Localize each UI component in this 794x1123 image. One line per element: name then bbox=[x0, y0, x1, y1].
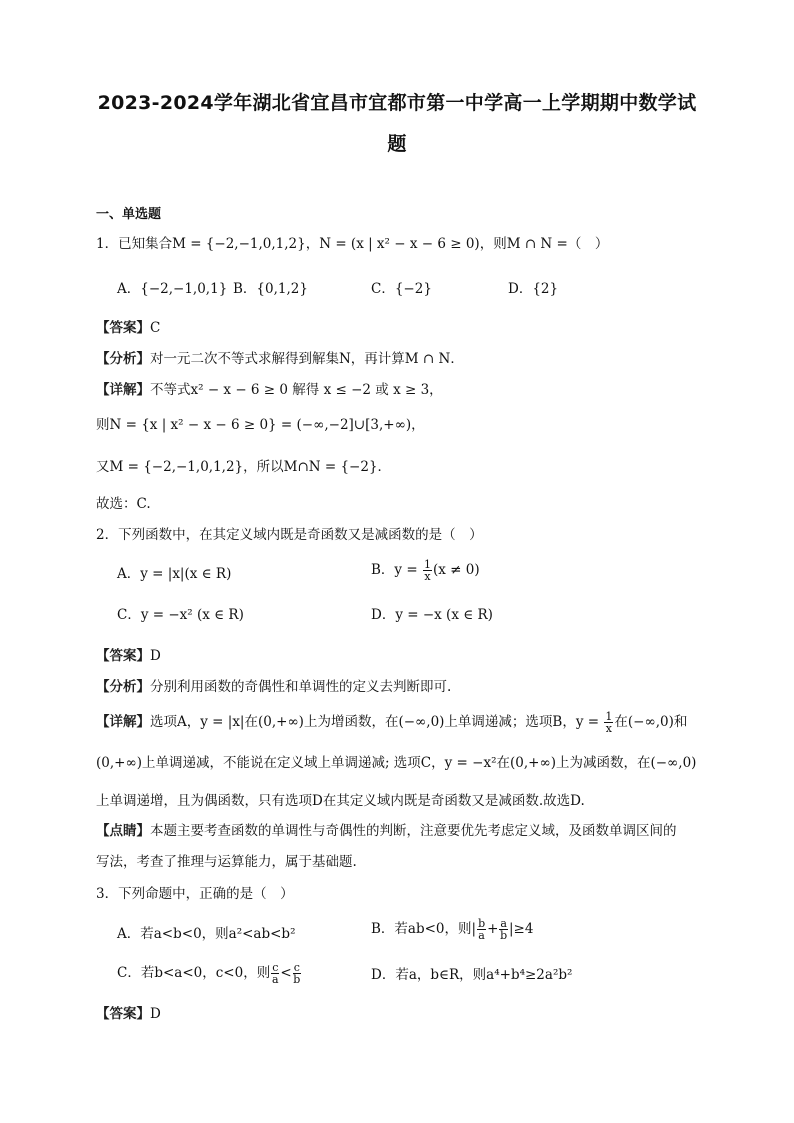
q3-option-c bbox=[117, 962, 302, 985]
fraction-denominator: a bbox=[272, 973, 279, 986]
fraction bbox=[499, 918, 508, 941]
q1-stem: 1．已知集合M = {−2,−1,0,1,2}，N = (x | x² − x − 6 ≥ 0)，则M ∩ N =（ ） bbox=[96, 236, 609, 252]
q3-answer bbox=[96, 1005, 161, 1023]
q2-detail-1 bbox=[96, 711, 687, 734]
fraction-numerator: a bbox=[500, 917, 507, 930]
fraction-numerator: c bbox=[293, 961, 300, 974]
q3-option-c-prefix: C．若b<a<0，c<0，则 bbox=[117, 965, 271, 981]
section-heading: 一、单选题 bbox=[96, 207, 162, 222]
fraction-denominator: x bbox=[424, 570, 431, 583]
answer-tag: 【答案】 bbox=[96, 320, 150, 336]
q1-option-b: B．{0,1,2} bbox=[233, 281, 308, 297]
q3-option-a: A．若a<b<0，则a²<ab<b² bbox=[117, 926, 296, 942]
plus-sign: + bbox=[487, 921, 499, 937]
q2-comment-1 bbox=[96, 822, 677, 840]
q2-comment-2: 写法，考查了推理与运算能力，属于基础题. bbox=[96, 854, 357, 870]
q2-stem: 2．下列函数中，在其定义域内既是奇函数又是减函数的是（ ） bbox=[96, 527, 483, 543]
fraction bbox=[293, 962, 301, 985]
detail-tag: 【详解】 bbox=[96, 714, 150, 730]
q2-detail-3: 上单调递增，且为偶函数，只有选项D在其定义域内既是奇函数又是减函数.故选D. bbox=[96, 793, 585, 809]
fraction bbox=[423, 559, 432, 582]
detail-text-pre: 选项A，y = |x|在(0,+∞)上为增函数，在(−∞,0)上单调递减；选项B，y = bbox=[150, 714, 604, 730]
q2-answer bbox=[96, 647, 161, 665]
q1-option-c: C．{−2} bbox=[371, 281, 432, 297]
answer-tag: 【答案】 bbox=[96, 648, 150, 664]
fraction-denominator: b bbox=[500, 929, 508, 942]
q2-option-b bbox=[371, 559, 480, 582]
fraction-numerator: b bbox=[478, 917, 486, 930]
fraction-numerator: 1 bbox=[423, 558, 431, 571]
q1-detail-1 bbox=[96, 381, 443, 399]
q2-detail-2: (0,+∞)上单调递减，不能说在定义域上单调递减; 选项C，y = −x²在(0,+∞)上为减函数，在(−∞,0) bbox=[96, 755, 697, 771]
q2-analysis bbox=[96, 678, 451, 696]
q1-option-a: A．{−2,−1,0,1} bbox=[117, 281, 228, 297]
fraction bbox=[604, 711, 613, 734]
detail-tag: 【详解】 bbox=[96, 382, 150, 398]
q3-option-d: D．若a，b∈R，则a⁴+b⁴≥2a²b² bbox=[371, 967, 573, 983]
q1-detail-2: 则N = {x | x² − x − 6 ≥ 0} = (−∞,−2]∪[3,+∞)， bbox=[96, 417, 425, 433]
q1-detail-3: 又M = {−2,−1,0,1,2}，所以M∩N = {−2}． bbox=[96, 459, 392, 475]
fraction-denominator: x bbox=[605, 722, 612, 735]
q2-option-c: C．y = −x² (x ∈ R) bbox=[117, 607, 244, 623]
answer-value: D bbox=[150, 1006, 161, 1022]
analysis-text: 对一元二次不等式求解得到解集N，再计算M ∩ N． bbox=[150, 351, 464, 367]
comment-tag: 【点睛】 bbox=[96, 823, 150, 839]
q1-answer bbox=[96, 319, 160, 337]
q3-option-b bbox=[371, 918, 533, 941]
q1-option-d: D．{2} bbox=[508, 281, 559, 297]
analysis-tag: 【分析】 bbox=[96, 351, 150, 367]
q2-option-b-prefix: B．y = bbox=[371, 562, 422, 578]
detail-text-post: 在(−∞,0)和 bbox=[614, 714, 688, 730]
q2-option-b-suffix: (x ≠ 0) bbox=[432, 562, 480, 578]
detail-text: 不等式x² − x − 6 ≥ 0 解得 x ≤ −2 或 x ≥ 3， bbox=[150, 382, 443, 398]
q3-stem: 3．下列命题中，正确的是（ ） bbox=[96, 886, 294, 902]
comment-text: 本题主要考查函数的单调性与奇偶性的判断，注意要优先考虑定义域，及函数单调区间的 bbox=[150, 823, 677, 839]
analysis-text: 分别利用函数的奇偶性和单调性的定义去判断即可. bbox=[150, 679, 452, 695]
q1-conclusion: 故选：C. bbox=[96, 496, 151, 512]
doc-title-line2: 题 bbox=[387, 133, 407, 155]
q1-analysis bbox=[96, 350, 464, 368]
fraction-numerator: 1 bbox=[605, 710, 613, 723]
fraction-denominator: a bbox=[478, 929, 485, 942]
answer-tag: 【答案】 bbox=[96, 1006, 150, 1022]
analysis-tag: 【分析】 bbox=[96, 679, 150, 695]
fraction-numerator: c bbox=[272, 961, 279, 974]
fraction bbox=[477, 918, 486, 941]
doc-title-line1: 2023-2024学年湖北省宜昌市宜都市第一中学高一上学期期中数学试 bbox=[97, 92, 697, 114]
q3-option-b-prefix: B．若ab<0，则| bbox=[371, 921, 477, 937]
less-than-sign: < bbox=[280, 965, 292, 981]
fraction bbox=[271, 962, 279, 985]
fraction-denominator: b bbox=[293, 973, 301, 986]
answer-value: D bbox=[150, 648, 161, 664]
answer-value: C bbox=[150, 320, 161, 336]
q2-option-d: D．y = −x (x ∈ R) bbox=[371, 607, 493, 623]
q2-option-a: A．y = |x|(x ∈ R) bbox=[117, 566, 232, 582]
q3-option-b-suffix: |≥4 bbox=[508, 921, 534, 937]
